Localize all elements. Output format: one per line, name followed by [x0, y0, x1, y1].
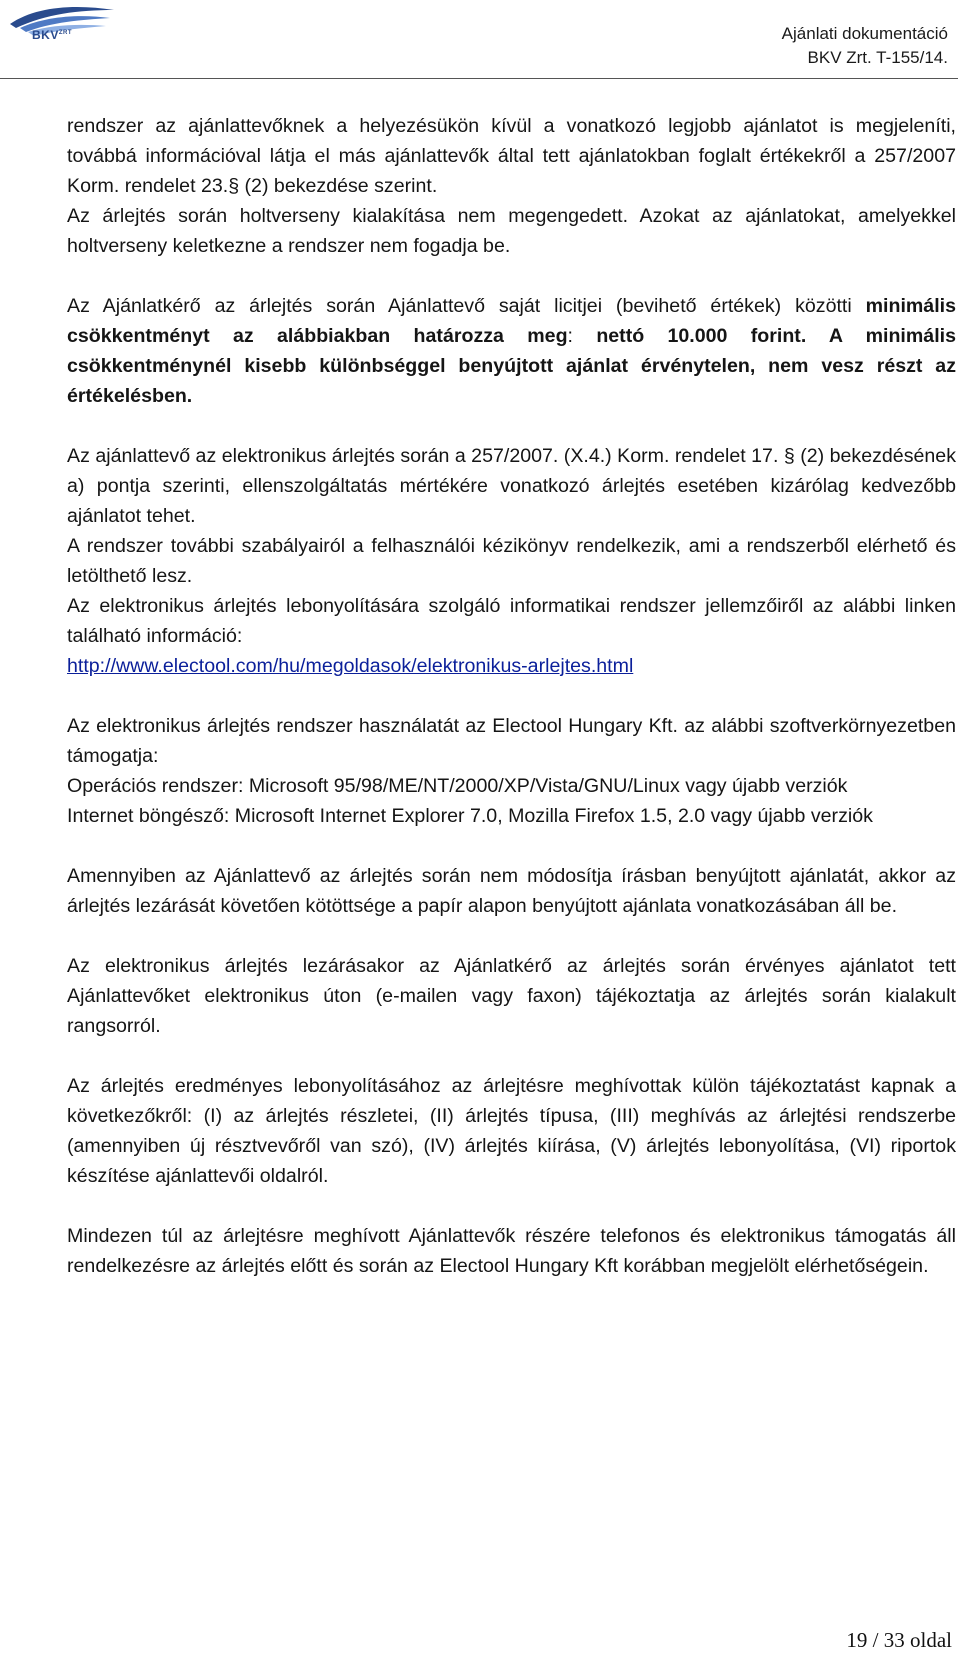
document-reference: BKV Zrt. T-155/14.	[807, 48, 948, 67]
paragraph: Az ajánlattevő az elektronikus árlejtés során a 257/2007. (X.4.) Korm. rendelet 17. § (2) bekezdésének a) pontja szerinti, ellenszolgáltatás mértékére vonatkozó árlejtés esetében kizárólag kedvezőbb ajánlatot tehet.	[67, 445, 956, 527]
paragraph: rendszer az ajánlattevőknek a helyezésükön kívül a vonatkozó legjobb ajánlatot is megjeleníti, továbbá információval látja el más ajánlattevők által tett ajánlatokban foglalt értékekről a 257/2007 Korm. rendelet 23.§ (2) bekezdése szerint.	[67, 115, 956, 197]
paragraph: Az elektronikus árlejtés lezárásakor az Ajánlatkérő az árlejtés során érvényes ajánlatot tett Ajánlattevőket elektronikus úton (e-mailen vagy faxon) tájékoztatja az árlejtés során kialakult rangsorról.	[67, 955, 956, 1037]
bkv-logo-icon	[6, 2, 118, 46]
header-divider	[0, 78, 958, 79]
page-number: 19 / 33 oldal	[846, 1628, 952, 1652]
paragraph: Az árlejtés során holtverseny kialakítása nem megengedett. Azokat az ajánlatokat, amelyekkel holtverseny keletkezne a rendszer nem fogadja be.	[67, 205, 956, 257]
document-title: Ajánlati dokumentáció	[781, 24, 948, 43]
electool-link[interactable]: http://www.electool.com/hu/megoldasok/elektronikus-arlejtes.html	[67, 655, 634, 677]
page-header	[0, 0, 960, 78]
paragraph: Az elektronikus árlejtés rendszer használatát az Electool Hungary Kft. az alábbi szoftverkörnyezetben támogatja:	[67, 715, 956, 767]
paragraph: A rendszer további szabályairól a felhasználói kézikönyv rendelkezik, ami a rendszerből elérhető és letölthető lesz.	[67, 535, 956, 587]
paragraph-min-decrement: Az Ajánlatkérő az árlejtés során Ajánlattevő saját licitjei (bevihető értékek) közötti minimális csökkentményt az alábbiakban határozza meg: nettó 10.000 forint. A minimális csökkentménynél kisebb különbséggel benyújtott ajánlat érvénytelen, nem vesz részt az értékelésben.	[67, 295, 956, 407]
paragraph-os: Operációs rendszer: Microsoft 95/98/ME/NT/2000/XP/Vista/GNU/Linux vagy újabb verziók	[67, 775, 848, 797]
paragraph: Amennyiben az Ajánlattevő az árlejtés során nem módosítja írásban benyújtott ajánlatát, akkor az árlejtés lezárását követően kötöttsége a papír alapon benyújtott ajánlata vonatkozásában áll be.	[67, 865, 956, 917]
paragraph: Mindezen túl az árlejtésre meghívott Ajánlattevők részére telefonos és elektronikus támogatás áll rendelkezésre az árlejtés előtt és során az Electool Hungary Kft korábban megjelölt elérhetőségein.	[67, 1225, 956, 1277]
paragraph: Az árlejtés eredményes lebonyolításához az árlejtésre meghívottak külön tájékoztatást kapnak a következőkről: (I) az árlejtés részletei, (II) árlejtés típusa, (III) meghívás az árlejtési rendszerbe (amennyiben új résztvevőről van szó), (IV) árlejtés kiírása, (V) árlejtés lebonyolítása, (VI) riportok készítése ajánlattevői oldalról.	[67, 1075, 956, 1187]
logo-text: $BKV^{ZRT}$	[32, 28, 73, 42]
electool-link-line	[67, 651, 956, 681]
paragraph-browser: Internet böngésző: Microsoft Internet Explorer 7.0, Mozilla Firefox 1.5, 2.0 vagy újabb verziók	[67, 805, 873, 827]
document-body	[67, 111, 956, 1281]
header-info	[782, 22, 948, 70]
paragraph: Az elektronikus árlejtés lebonyolítására szolgáló informatikai rendszer jellemzőiről az alábbi linken található információ:	[67, 595, 956, 647]
